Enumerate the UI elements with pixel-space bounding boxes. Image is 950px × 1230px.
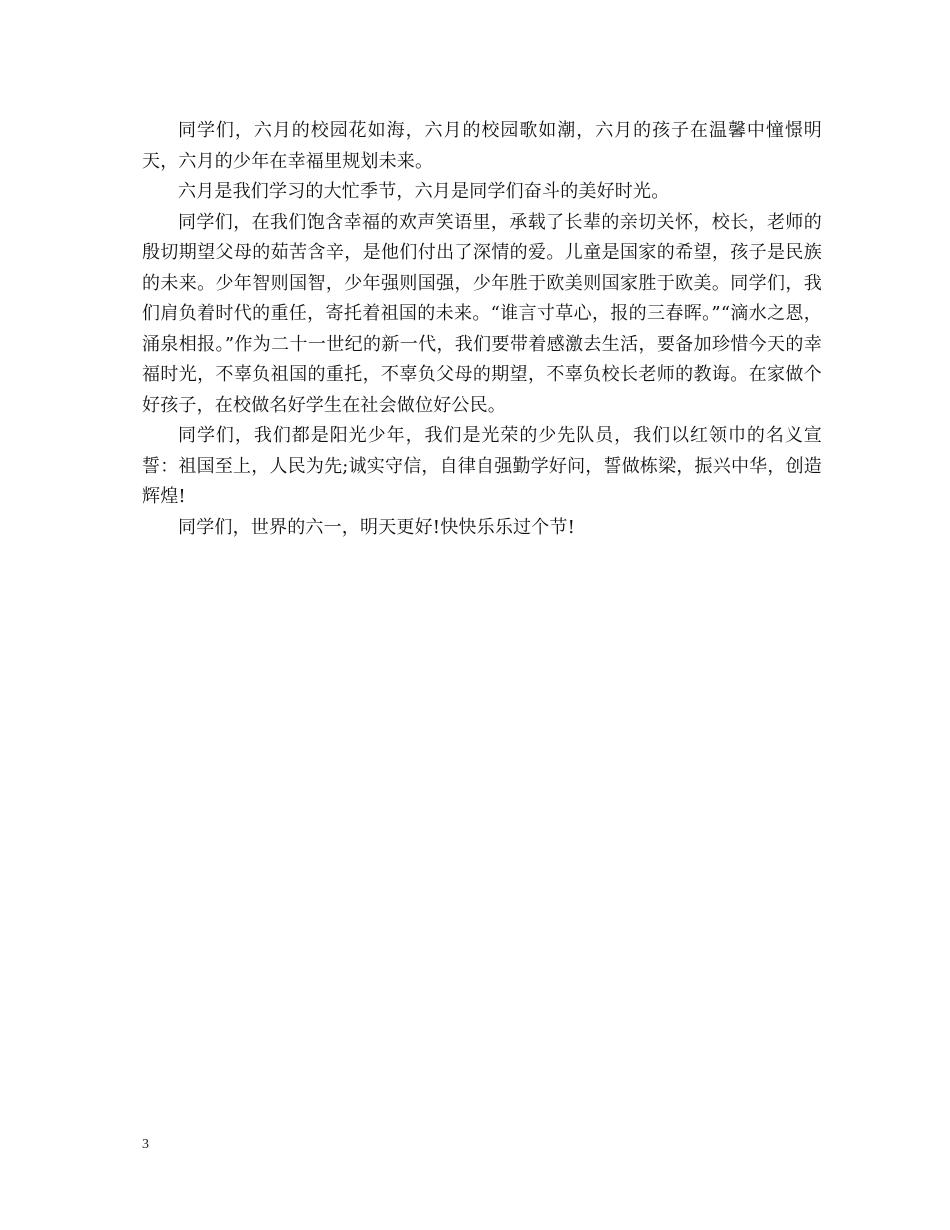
paragraph-2: 六月是我们学习的大忙季节，六月是同学们奋斗的美好时光。: [178, 181, 670, 202]
document-body: [142, 116, 822, 543]
paragraph-1: 同学们，六月的校园花如海，六月的校园歌如潮，六月的孩子在温馨中憧憬明天，六月的少年在幸福里规划未来。: [142, 120, 822, 172]
paragraph-4: 同学们，我们都是阳光少年，我们是光荣的少先队员，我们以红领巾的名义宣誓：祖国至上，人民为先;诚实守信，自律自强勤学好问，誓做栋梁，振兴中华，创造辉煌!: [142, 425, 822, 507]
page-number: 3: [142, 1137, 149, 1152]
paragraph-5: 同学们，世界的六一，明天更好!快快乐乐过个节!: [178, 516, 576, 538]
paragraph-3: 同学们，在我们饱含幸福的欢声笑语里，承载了长辈的亲切关怀，校长，老师的殷切期望父母的茹苦含辛，是他们付出了深情的爱。儿童是国家的希望，孩子是民族的未来。少年智则国智，少年强则国强，少年胜于欧美则国家胜于欧美。同学们，我们肩负着时代的重任，寄托着祖国的未来。“谁言寸草心，报的三春晖。”“滴水之恩，涌泉相报。”作为二十一世纪的新一代，我们要带着感激去生活，要备加珍惜今天的幸福时光，不辜负祖国的重托，不辜负父母的期望，不辜负校长老师的教诲。在家做个好孩子，在校做名好学生在社会做位好公民。: [142, 211, 822, 416]
